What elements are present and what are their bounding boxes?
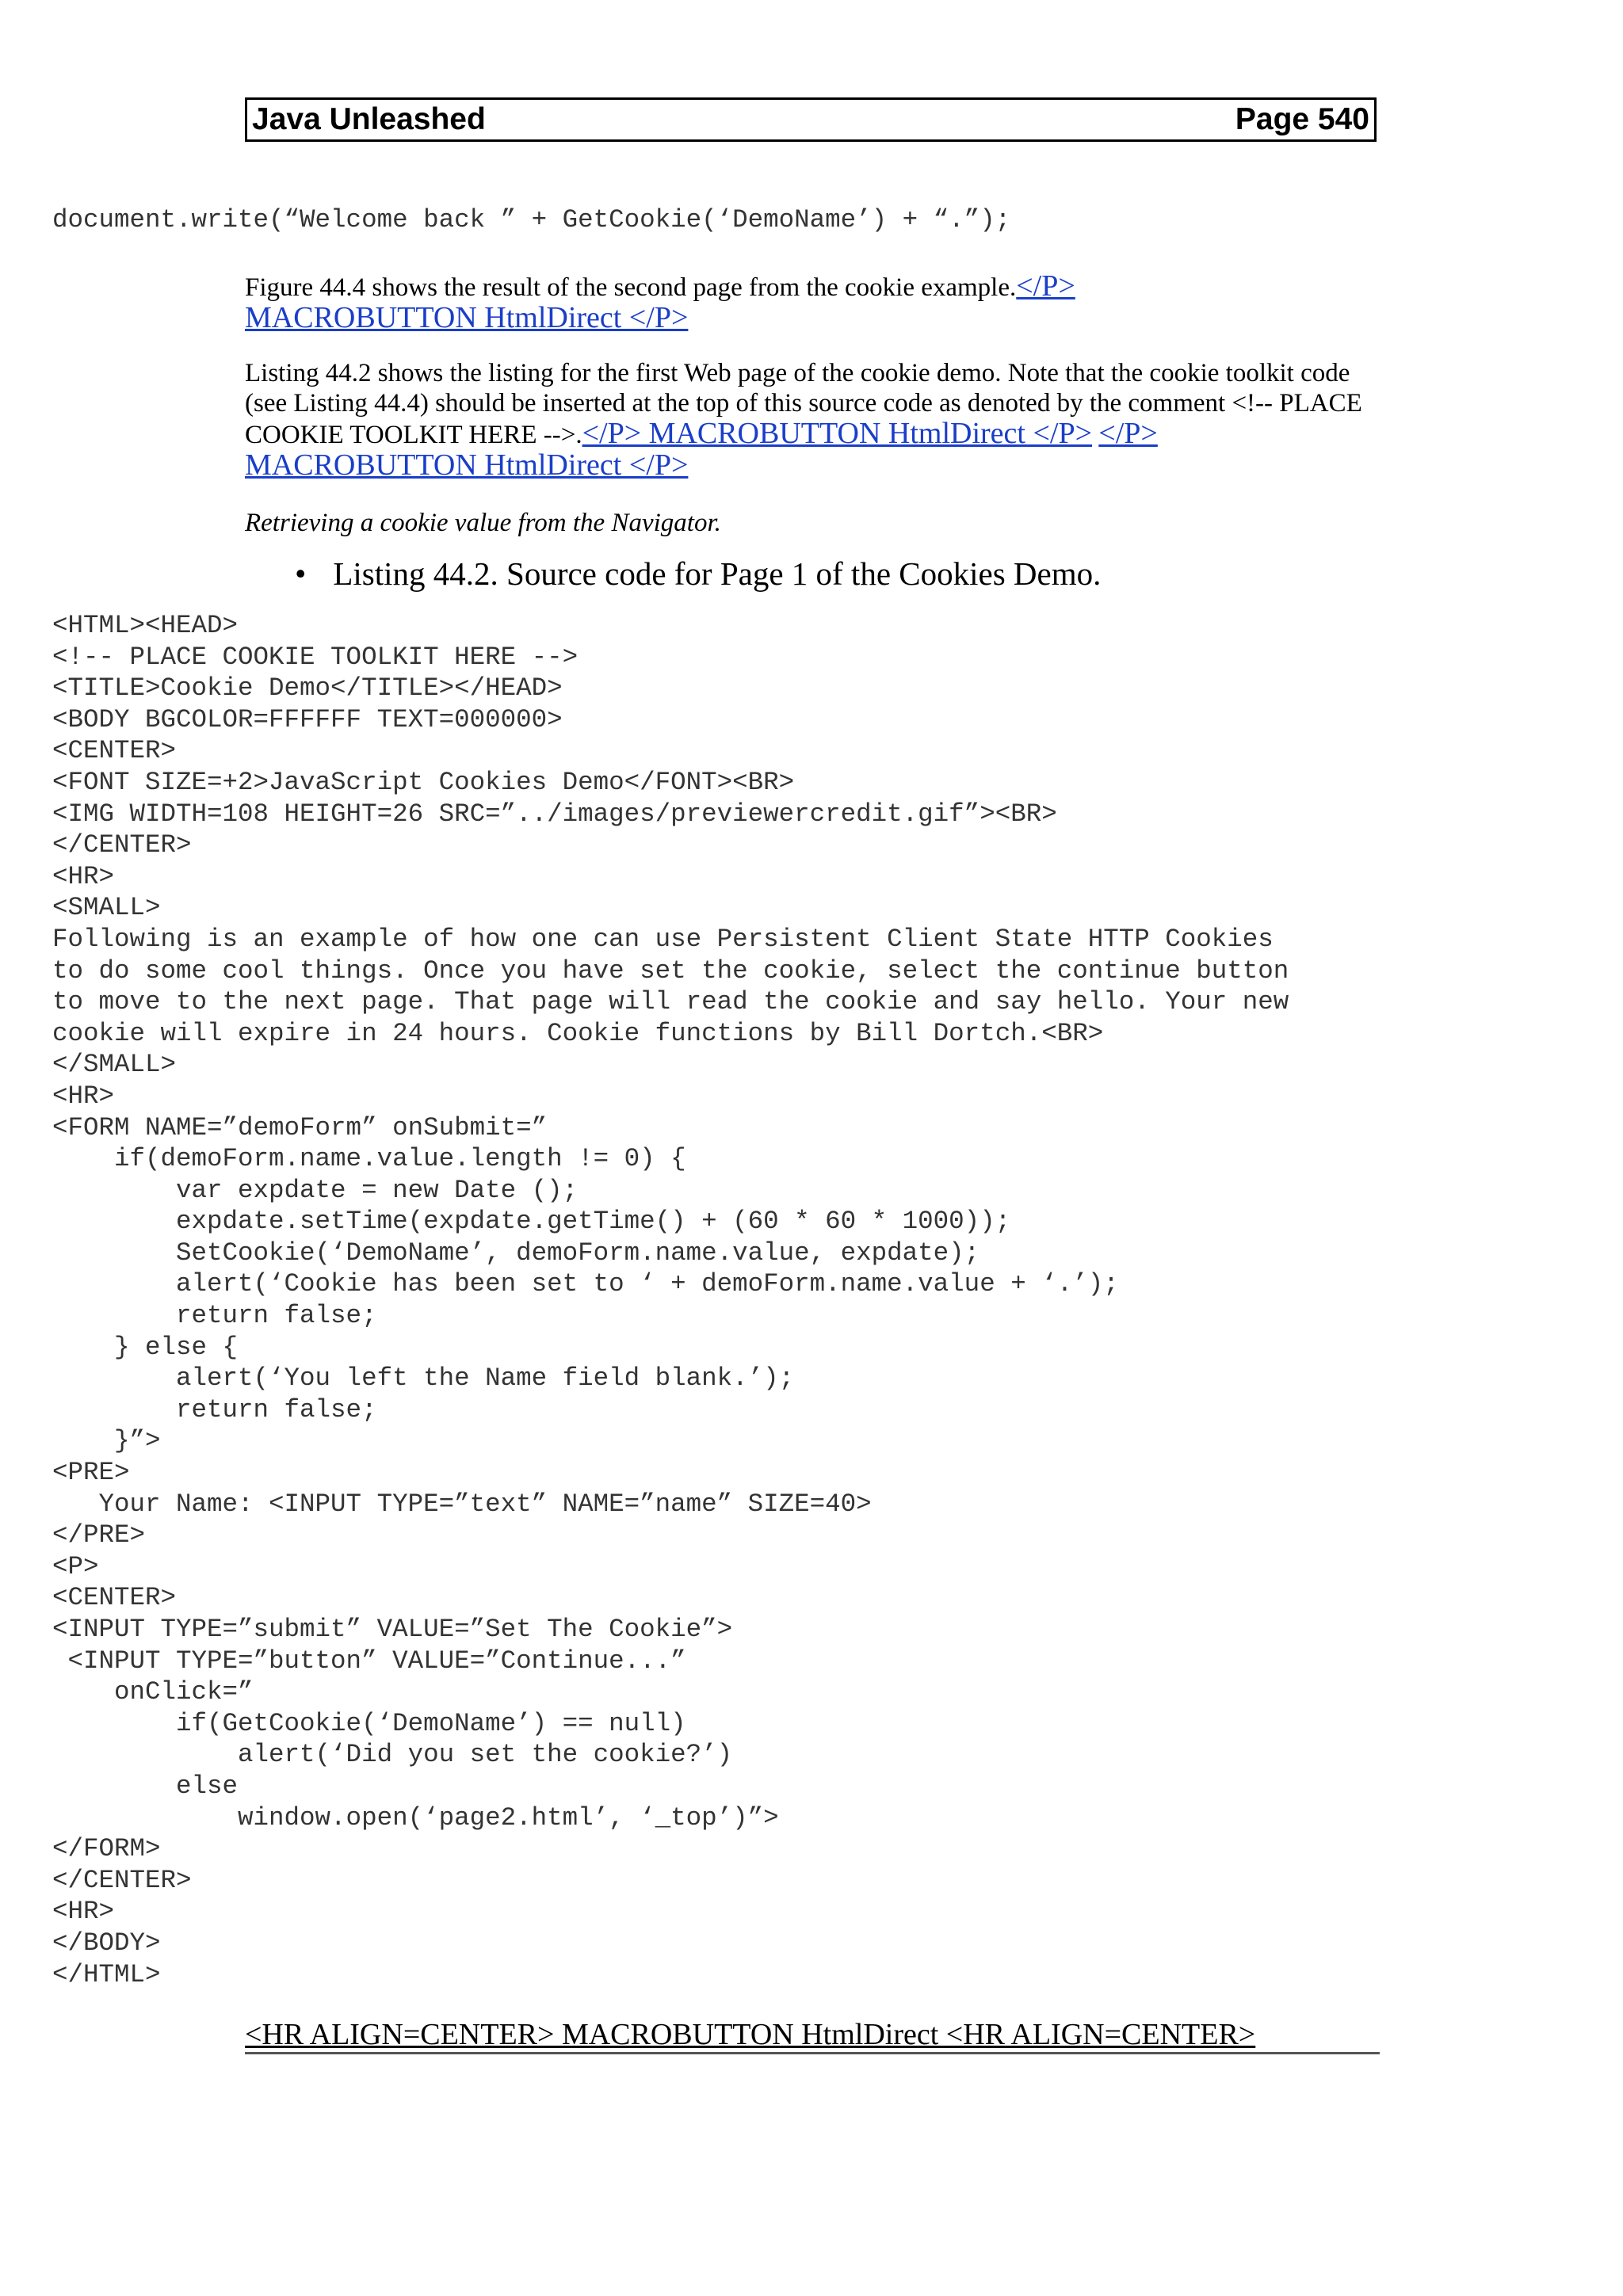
paragraph-text: Figure 44.4 shows the result of the second page from the cookie example.	[245, 273, 1017, 302]
code-listing: <HTML><HEAD> <!-- PLACE COOKIE TOOLKIT HERE --> <TITLE>Cookie Demo</TITLE></HEAD> <BODY BGCOLOR=FFFFFF TEXT=000000> <CENTER> <FONT SIZE=+2>JavaScript Cookies Demo</FONT><BR> <IMG WIDTH=108 HEIGHT=26 SRC=”../images/previewercredit.gif”><BR> </CENTER> <HR> <SMALL> Following is an example of how one can use Persistent Client State HTTP Cookies to do some cool things. Once you have set the cookie, select the continue button to move to the next page. That page will read the cookie and say hello. Your new cookie will expire in 24 hours. Cookie functions by Bill Dortch.<BR> </SMALL> <HR> <FORM NAME=”demoForm” onSubmit=” if(demoForm.name.value.length != 0) { var expdate = new Date (); expdate.setTime(expdate.getTime() + (60 * 60 * 1000)); SetCookie(‘DemoName’, demoForm.name.value, expdate); alert(‘Cookie has been set to ‘ + demoForm.name.value + ‘.’); return false; } else { alert(‘You left the Name field blank.’); return false; }”> <PRE> Your Name: <INPUT TYPE=”text” NAME=”name” SIZE=40> </PRE> <P> <CENTER> <INPUT TYPE=”submit” VALUE=”Set The Cookie”> <INPUT TYPE=”button” VALUE=”Continue...” onClick=” if(GetCookie(‘DemoName’) == null) alert(‘Did you set the cookie?’) else window.open(‘page2.html’, ‘_top’)”> </FORM> </CENTER> <HR> </BODY> </HTML>	[52, 611, 1289, 1989]
listing-title-text: Listing 44.2. Source code for Page 1 of the Cookies Demo.	[333, 555, 1102, 592]
macrobutton-link[interactable]: </P> MACROBUTTON HtmlDirect </P>	[582, 417, 1093, 450]
book-title: Java Unleashed	[252, 102, 486, 136]
footer-divider	[245, 2052, 1380, 2054]
paragraph-listing-intro	[245, 358, 1378, 482]
bullet-icon: •	[295, 555, 307, 592]
macrobutton-link[interactable]: MACROBUTTON HtmlDirect </P>	[245, 301, 689, 334]
figure-caption: Retrieving a cookie value from the Navigator.	[245, 509, 721, 537]
page-header	[245, 97, 1377, 142]
html-link[interactable]: </P>	[1098, 417, 1158, 450]
code-line-top: document.write(“Welcome back ” + GetCookie(‘DemoName’) + “.”);	[52, 205, 1011, 235]
listing-title	[295, 555, 1101, 593]
footer-macro: <HR ALIGN=CENTER> MACROBUTTON HtmlDirect <HR ALIGN=CENTER>	[245, 2018, 1256, 2051]
html-link[interactable]: </P>	[1016, 269, 1075, 303]
macrobutton-link[interactable]: MACROBUTTON HtmlDirect </P>	[245, 448, 689, 482]
paragraph-figure	[245, 271, 1378, 334]
paragraph-text: Listing 44.2 shows the listing for the first Web page of the cookie demo. Note that the cookie toolkit code (see Listing 44.4) should be inserted at the top of this source code as denoted by the comment <!-- PLACE COOKIE TOOLKIT HERE -->.	[245, 359, 1362, 449]
page-number: Page 540	[1235, 102, 1369, 136]
